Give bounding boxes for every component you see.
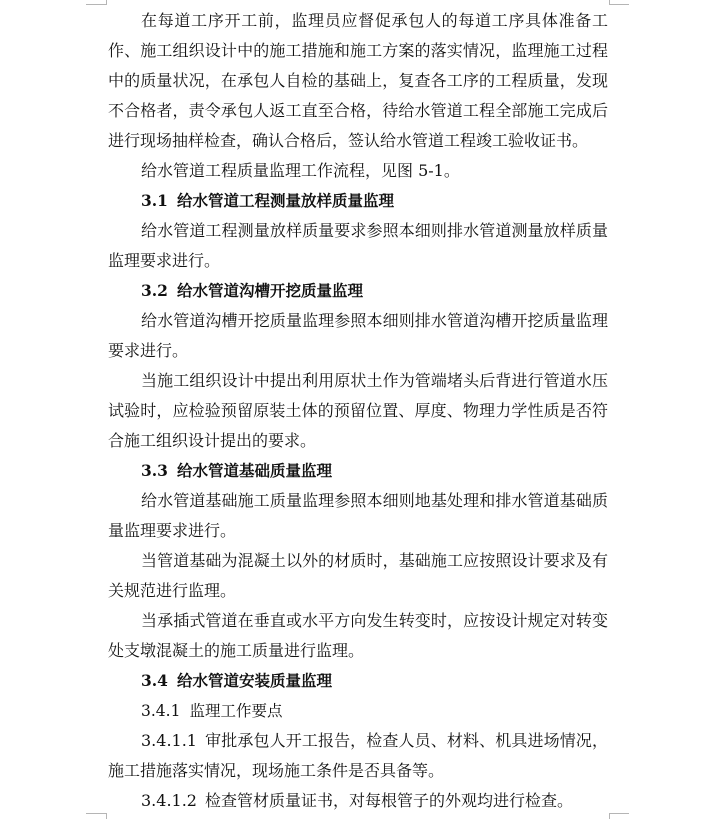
section-title: 给水管道基础质量监理 xyxy=(176,461,332,480)
section-heading-3-2 xyxy=(108,276,608,306)
section-title: 给水管道工程测量放样质量监理 xyxy=(176,191,394,210)
section-number: 3.3 xyxy=(141,461,168,480)
item-text: 检查管材质量证书，对每根管子的外观均进行检查。 xyxy=(204,791,573,810)
item-number: 3.4.1.1 xyxy=(141,731,197,750)
paragraph-trench-excavation: 给水管道沟槽开挖质量监理参照本细则排水管道沟槽开挖质量监理要求进行。 xyxy=(108,311,608,360)
paragraph-thrust-block: 当承插式管道在垂直或水平方向发生转变时，应按设计规定对转变处支墩混凝土的施工质量进行监理。 xyxy=(108,611,608,660)
subsection-heading-3-4-1 xyxy=(108,696,608,726)
crop-mark-top-left-vertical xyxy=(106,0,107,5)
paragraph-non-concrete-foundation: 当管道基础为混凝土以外的材质时，基础施工应按照设计要求及有关规范进行监理。 xyxy=(108,551,608,600)
crop-mark-bottom-right-horizontal xyxy=(609,813,629,814)
section-title: 给水管道安装质量监理 xyxy=(176,671,332,690)
item-3-4-1-2 xyxy=(108,786,608,816)
subsection-number: 3.4.1 xyxy=(141,702,181,720)
section-number: 3.2 xyxy=(141,281,168,300)
paragraph-pressure-test-soil: 当施工组织设计中提出利用原状土作为管端堵头后背进行管道水压试验时，应检验预留原装土体的预留位置、厚度、物理力学性质是否符合施工组织设计提出的要求。 xyxy=(108,371,608,450)
section-title: 给水管道沟槽开挖质量监理 xyxy=(176,281,363,300)
section-number: 3.1 xyxy=(141,191,168,210)
document-body xyxy=(108,6,608,816)
section-number: 3.4 xyxy=(141,671,168,690)
section-heading-3-1 xyxy=(108,186,608,216)
section-heading-3-3 xyxy=(108,456,608,486)
paragraph-workflow-reference: 给水管道工程质量监理工作流程，见图 5-1。 xyxy=(141,161,460,180)
paragraph-process-inspection: 在每道工序开工前，监理员应督促承包人的每道工序具体准备工作、施工组织设计中的施工措施和施工方案的落实情况，监理施工过程中的质量状况，在承包人自检的基础上，复查各工序的工程质量，发现不合格者，责令承包人返工直至合格，待给水管道工程全部施工完成后进行现场抽样检查，确认合格后，签认给水管道工程竣工验收证书。 xyxy=(108,11,608,150)
paragraph-survey-staking: 给水管道工程测量放样质量要求参照本细则排水管道测量放样质量监理要求进行。 xyxy=(108,221,608,270)
crop-mark-bottom-left-vertical xyxy=(106,813,107,819)
crop-mark-bottom-left-horizontal xyxy=(86,813,106,814)
section-heading-3-4 xyxy=(108,666,608,696)
paragraph-foundation-quality: 给水管道基础施工质量监理参照本细则地基处理和排水管道基础质量监理要求进行。 xyxy=(108,491,608,540)
crop-mark-top-left-horizontal xyxy=(86,4,106,5)
crop-mark-top-right-horizontal xyxy=(609,4,629,5)
item-number: 3.4.1.2 xyxy=(141,791,197,810)
item-3-4-1-1 xyxy=(108,726,608,786)
subsection-title: 监理工作要点 xyxy=(189,702,283,720)
item-text: 审批承包人开工报告，检查人员、材料、机具进场情况，施工措施落实情况，现场施工条件是否具备等。 xyxy=(108,731,608,780)
